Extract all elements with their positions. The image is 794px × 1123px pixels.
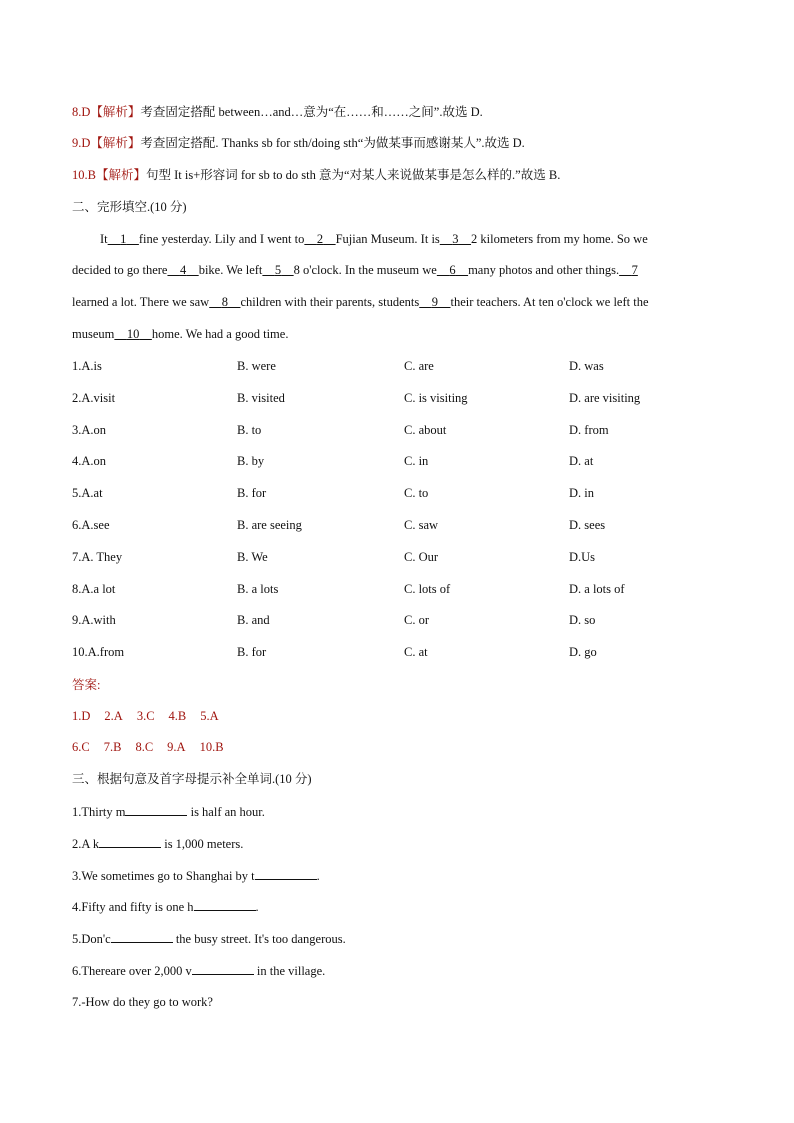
option-b: B. by	[237, 454, 265, 469]
fill-item-prompt: 7.-How do they go to work?	[72, 994, 213, 1009]
explanation-text: 句型 It is+形容词 for sb to do sth 意为“对某人来说做某事是怎么样的.”故选 B.	[145, 168, 561, 182]
answer-row-1	[72, 708, 233, 724]
option-d: D. in	[569, 486, 594, 501]
option-a: 1.A.is	[72, 359, 102, 373]
explanation-9	[72, 135, 525, 151]
option-a: 9.A.with	[72, 613, 116, 628]
option-a: 5.A.at	[72, 486, 103, 501]
passage-line-1: It 1 fine yesterday. Lily and I went to 2 Fujian Museum. It is 3 2 kilometers from my home. So we	[100, 232, 648, 246]
answer-blank	[111, 930, 173, 943]
blank-7: 7	[631, 263, 638, 277]
answer-blank	[255, 867, 317, 880]
fill-item-rest: .	[255, 900, 259, 915]
explanation-tag: 【解析】	[90, 105, 141, 119]
option-b: B. visited	[237, 390, 285, 405]
option-a: 4.A.on	[72, 454, 107, 469]
fill-item-rest: is half an hour.	[187, 805, 265, 819]
option-c: C. are	[404, 359, 434, 373]
explanation-number: 8.D	[72, 105, 91, 119]
option-c: C. lots of	[404, 581, 451, 596]
blank-1: 1	[120, 232, 127, 246]
option-d: D.Us	[569, 549, 596, 564]
option-b: B. and	[237, 613, 270, 628]
section-title-cloze: 二、完形填空.(10 分)	[72, 200, 187, 214]
fill-item-rest: the busy street. It's too dangerous.	[172, 932, 346, 947]
option-b: B. for	[237, 486, 267, 501]
option-row-9	[72, 612, 722, 628]
explanation-number: 10.B	[72, 168, 96, 182]
fill-item-2	[72, 835, 243, 852]
blank-4: 4	[179, 263, 187, 277]
fill-item-5	[72, 930, 346, 947]
option-d: D. go	[569, 645, 597, 660]
section-title-fill-words: 三、根据句意及首字母提示补全单词.(10 分)	[72, 772, 312, 786]
blank-10: 10	[126, 327, 140, 341]
option-a: 3.A.on	[72, 422, 107, 437]
fill-item-rest: is 1,000 meters.	[161, 836, 244, 851]
answer-blank	[99, 835, 161, 848]
option-a: 2.A.visit	[72, 390, 116, 405]
option-d: D. are visiting	[569, 390, 641, 405]
explanation-number: 9.D	[72, 136, 91, 150]
answer-blank	[192, 962, 254, 975]
option-b: B. for	[237, 645, 267, 660]
explanation-text: 考查固定搭配. Thanks sb for sth/doing sth“为做某事而感谢某人”.故选 D.	[140, 136, 525, 150]
answer-item: 10.B	[199, 740, 224, 754]
option-row-6	[72, 517, 722, 533]
explanation-tag: 【解析】	[95, 168, 146, 182]
option-c: C. Our	[404, 549, 439, 564]
fill-item-prompt: 4.Fifty and fifty is one h	[72, 900, 194, 915]
blank-2: 2	[316, 232, 324, 246]
answer-label: 答案:	[72, 678, 101, 692]
fill-item-3	[72, 867, 320, 884]
fill-item-prompt: 1.Thirty m	[72, 805, 126, 819]
explanation-tag: 【解析】	[90, 136, 141, 150]
option-d: D. a lots of	[569, 581, 625, 596]
option-row-8	[72, 581, 722, 597]
option-c: C. at	[404, 645, 428, 660]
option-row-3	[72, 422, 722, 438]
option-b: B. a lots	[237, 581, 279, 596]
passage-line-3: learned a lot. There we saw 8 children with their parents, students 9 their teachers. At ten o'clock we left the	[72, 295, 649, 309]
fill-item-7	[72, 994, 213, 1010]
blank-5: 5	[274, 263, 282, 277]
option-b: B. were	[237, 359, 276, 373]
option-c: C. in	[404, 454, 429, 469]
option-c: C. is visiting	[404, 390, 468, 405]
fill-item-6	[72, 962, 325, 979]
option-a: 8.A.a lot	[72, 581, 116, 596]
answer-item: 2.A	[104, 709, 123, 723]
fill-item-prompt: 6.Thereare over 2,000 v	[72, 964, 192, 978]
option-d: D. sees	[569, 518, 606, 532]
explanation-text: 考查固定搭配 between…and…意为“在……和……之间”.故选 D.	[140, 105, 483, 119]
answer-item: 7.B	[103, 740, 122, 754]
option-c: C. about	[404, 422, 447, 437]
fill-item-4	[72, 898, 259, 915]
explanation-8	[72, 104, 483, 120]
fill-item-rest: .	[316, 868, 320, 883]
explanation-10	[72, 167, 560, 183]
answer-item: 3.C	[136, 709, 155, 723]
answer-item: 9.A	[167, 740, 186, 754]
option-d: D. so	[569, 613, 596, 628]
blank-9: 9	[431, 295, 438, 309]
option-d: D. at	[569, 454, 594, 469]
option-row-4	[72, 453, 722, 469]
fill-item-rest: in the village.	[253, 964, 326, 978]
option-row-2	[72, 390, 722, 406]
blank-8: 8	[221, 295, 228, 309]
option-row-1	[72, 358, 722, 374]
answer-item: 4.B	[168, 709, 187, 723]
option-d: D. was	[569, 359, 604, 373]
option-a: 10.A.from	[72, 645, 125, 660]
blank-3: 3	[452, 232, 459, 246]
blank-6: 6	[449, 263, 456, 277]
option-row-10	[72, 644, 722, 660]
answer-item: 8.C	[135, 740, 154, 754]
option-b: B. to	[237, 422, 262, 437]
option-row-7	[72, 549, 722, 565]
fill-item-1	[72, 803, 265, 820]
fill-item-prompt: 3.We sometimes go to Shanghai by t	[72, 868, 255, 883]
answer-blank	[125, 803, 187, 816]
option-d: D. from	[569, 422, 609, 437]
option-row-5	[72, 485, 722, 501]
answer-blank	[194, 898, 256, 911]
option-a: 6.A.see	[72, 518, 110, 532]
passage-line-2: decided to go there 4 bike. We left 5 8 o'clock. In the museum we 6 many photos and other things. 7	[72, 263, 638, 277]
option-c: C. or	[404, 613, 429, 628]
answer-item: 6.C	[72, 740, 90, 754]
fill-item-prompt: 5.Don'c	[72, 932, 111, 947]
option-b: B. are seeing	[237, 518, 302, 532]
option-a: 7.A. They	[72, 549, 123, 564]
option-b: B. We	[237, 549, 268, 564]
option-c: C. saw	[404, 518, 439, 532]
fill-item-prompt: 2.A k	[72, 836, 100, 851]
option-c: C. to	[404, 486, 429, 501]
answer-row-2	[72, 739, 238, 755]
answer-item: 5.A	[200, 709, 219, 723]
answer-item: 1.D	[72, 709, 91, 723]
passage-line-4: museum 10 home. We had a good time.	[72, 327, 289, 341]
